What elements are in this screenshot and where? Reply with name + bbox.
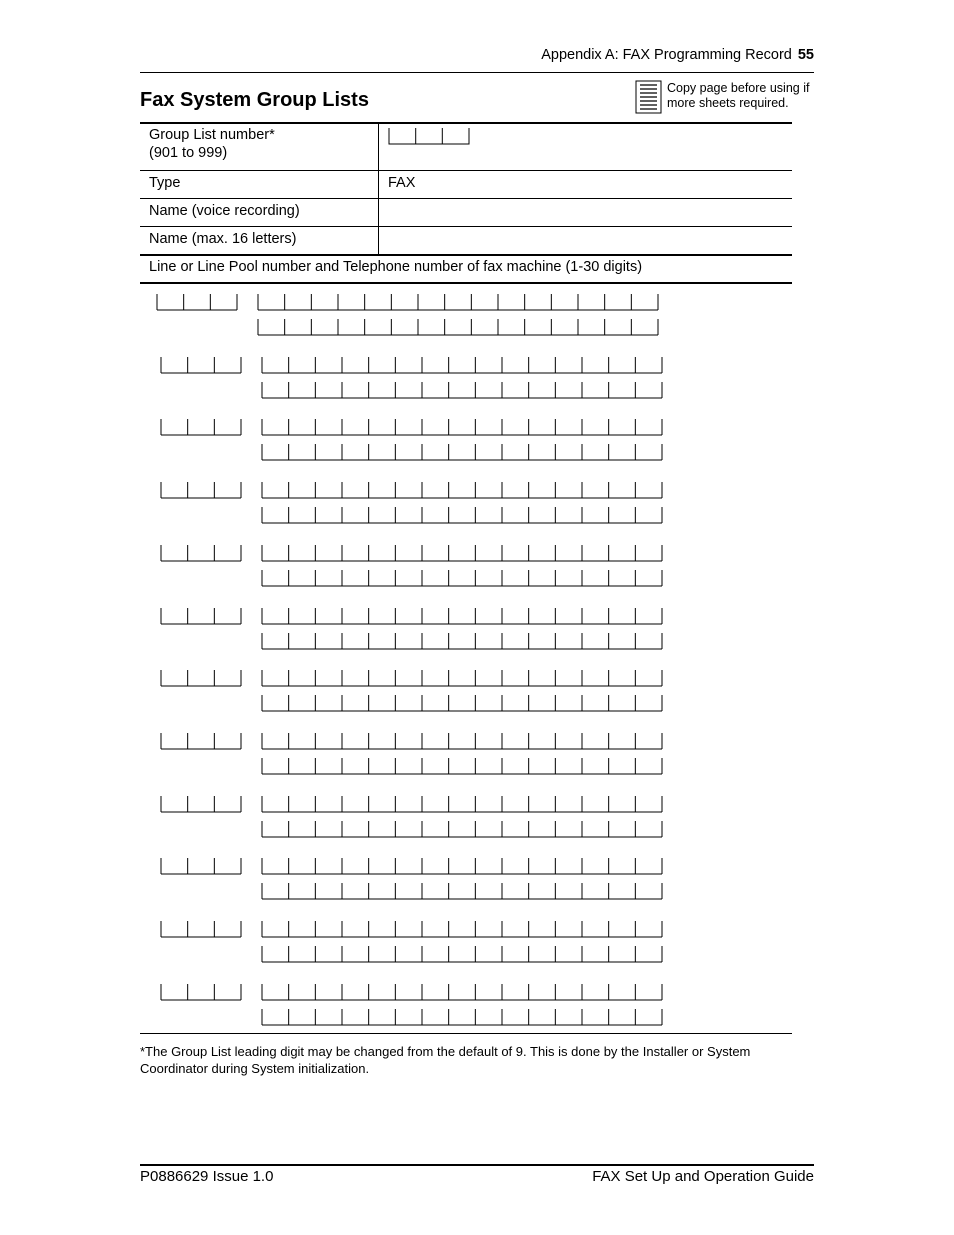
copy-note: Copy page before using if more sheets required. bbox=[667, 81, 810, 110]
group-entry bbox=[161, 733, 662, 774]
footnote: *The Group List leading digit may be changed from the default of 9. This is done by the Installer or System Coordinator during System initialization. bbox=[140, 1044, 751, 1076]
line-pool-number-boxes[interactable] bbox=[161, 482, 241, 498]
phone-number-boxes[interactable] bbox=[262, 670, 662, 686]
group-entry bbox=[161, 858, 662, 899]
type-label: Type bbox=[149, 175, 181, 191]
phone-number-boxes[interactable] bbox=[262, 796, 662, 812]
phone-number-boxes[interactable] bbox=[258, 294, 658, 310]
phone-number-boxes[interactable] bbox=[262, 382, 662, 398]
group-entry bbox=[161, 545, 662, 586]
group-list-label-line1: Group List number* bbox=[149, 127, 275, 143]
phone-number-boxes[interactable] bbox=[262, 733, 662, 749]
phone-number-boxes[interactable] bbox=[262, 633, 662, 649]
group-entry bbox=[157, 294, 658, 335]
phone-number-boxes[interactable] bbox=[262, 545, 662, 561]
page-number: 55 bbox=[797, 47, 814, 63]
phone-number-boxes[interactable] bbox=[262, 1009, 662, 1025]
line-pool-label: Line or Line Pool number and Telephone number of fax machine (1-30 digits) bbox=[149, 259, 643, 275]
phone-number-boxes[interactable] bbox=[262, 444, 662, 460]
group-entry bbox=[161, 921, 662, 962]
line-pool-number-boxes[interactable] bbox=[161, 670, 241, 686]
line-pool-number-boxes[interactable] bbox=[161, 357, 241, 373]
phone-number-boxes[interactable] bbox=[262, 883, 662, 899]
document-id: P0886629 Issue 1.0 bbox=[140, 1168, 274, 1185]
phone-number-boxes[interactable] bbox=[262, 858, 662, 874]
name-voice-label: Name (voice recording) bbox=[149, 203, 300, 219]
header-section: Appendix A: FAX Programming Record bbox=[541, 47, 792, 63]
group-list-label-line2: (901 to 999) bbox=[149, 145, 228, 161]
group-entry bbox=[161, 984, 662, 1025]
group-entry bbox=[161, 419, 662, 460]
line-pool-number-boxes[interactable] bbox=[161, 858, 241, 874]
phone-number-boxes[interactable] bbox=[262, 695, 662, 711]
phone-number-boxes[interactable] bbox=[262, 821, 662, 837]
phone-number-boxes[interactable] bbox=[262, 946, 662, 962]
line-pool-number-boxes[interactable] bbox=[157, 294, 237, 310]
group-entry bbox=[161, 670, 662, 711]
name-letters-label: Name (max. 16 letters) bbox=[149, 231, 297, 247]
line-pool-number-boxes[interactable] bbox=[161, 796, 241, 812]
line-pool-number-boxes[interactable] bbox=[161, 419, 241, 435]
group-entry bbox=[161, 357, 662, 398]
guide-title: FAX Set Up and Operation Guide bbox=[592, 1168, 814, 1185]
phone-number-boxes[interactable] bbox=[262, 507, 662, 523]
phone-number-boxes[interactable] bbox=[262, 357, 662, 373]
phone-number-boxes[interactable] bbox=[262, 921, 662, 937]
line-pool-number-boxes[interactable] bbox=[161, 921, 241, 937]
phone-number-boxes[interactable] bbox=[262, 758, 662, 774]
line-pool-number-boxes[interactable] bbox=[161, 545, 241, 561]
phone-number-boxes[interactable] bbox=[258, 319, 658, 335]
phone-number-boxes[interactable] bbox=[262, 570, 662, 586]
group-entry bbox=[161, 796, 662, 837]
line-pool-number-boxes[interactable] bbox=[161, 608, 241, 624]
phone-number-boxes[interactable] bbox=[262, 482, 662, 498]
line-pool-number-boxes[interactable] bbox=[161, 984, 241, 1000]
phone-number-boxes[interactable] bbox=[262, 608, 662, 624]
grid-bottom-rule bbox=[140, 1033, 792, 1034]
group-entry bbox=[161, 608, 662, 649]
phone-number-boxes[interactable] bbox=[262, 419, 662, 435]
type-value: FAX bbox=[388, 175, 416, 191]
page-title: Fax System Group Lists bbox=[140, 89, 369, 111]
phone-number-boxes[interactable] bbox=[262, 984, 662, 1000]
group-entry bbox=[161, 482, 662, 523]
line-pool-number-boxes[interactable] bbox=[161, 733, 241, 749]
footer-rule bbox=[140, 1164, 814, 1166]
